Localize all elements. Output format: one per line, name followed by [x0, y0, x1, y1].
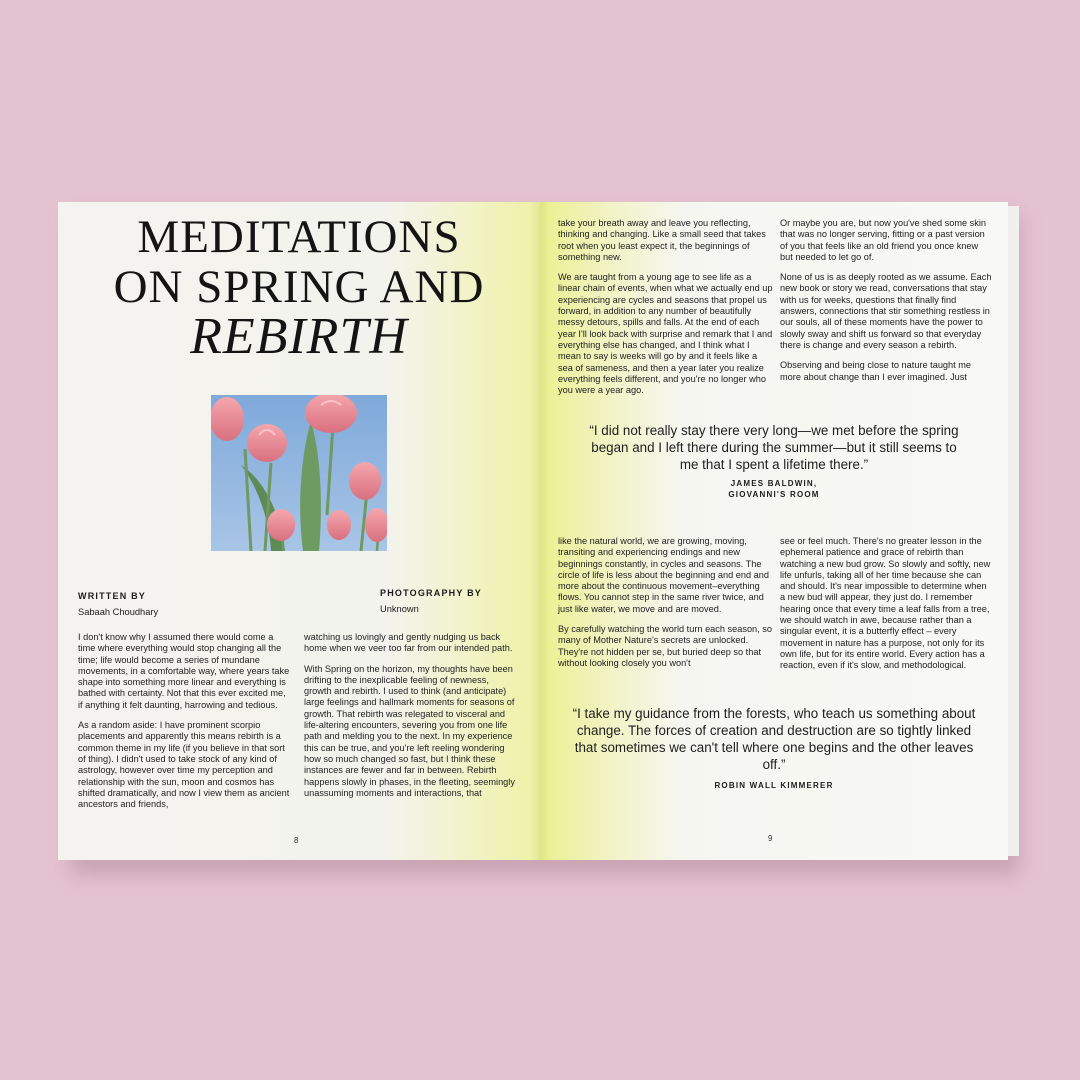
paragraph: None of us is as deeply rooted as we assume. Each new book or story we read, conversations that stay with us for weeks, questions that finally find answers, connections that stir something restless in our souls, all of these moments have the power to slowly sway and shift us forward so that everyday there is change and every season a rebirth. — [780, 272, 992, 350]
page-number-left: 8 — [294, 836, 299, 845]
paragraph: With Spring on the horizon, my thoughts have been drifting to the inexplicable feeling of newness, growth and rebirth. I used to think (and anticipate) large feelings and hallmark moments for seasons of growth. That rebirth was relegated to visceral and life-altering encounters, severing you from one life path and melding you to the next. In my experience this can be true, and you're left reeling wondering how so much changed so fast, but I think these instances are fewer and far in between. Rebirth happens slowly in phases, in the fleeting, seemingly unassuming moments and interactions, that — [304, 663, 515, 798]
right-page — [540, 202, 1008, 860]
page-number-right: 9 — [768, 834, 773, 843]
right-top-column-2 — [780, 218, 992, 392]
paragraph: see or feel much. There's no greater lesson in the ephemeral patience and grace of rebirth than watching a new bud grow. So slowly and softly, new life unfurls, taking all of her time because she can and should. It's near impossible to determine when a new bud will appear, they just do. I remember hearing once that every time a leaf falls from a tree, we should watch in awe, because rather than a singular event, it is a butterfly effect – every movement in nature has a purpose, not only for its own life, but for its entire world. Every action has a reaction, even if it's slow, and methodological. — [780, 536, 991, 671]
paragraph: Observing and being close to nature taught me more about change than I ever imagined. Just — [780, 360, 972, 382]
left-page — [58, 202, 540, 860]
pull-quote-baldwin: “I did not really stay there very long—we met before the spring began and I left there during the summer—but it still seems to me that I spent a lifetime there.” — [589, 423, 959, 472]
quote-attribution-kimmerer: ROBIN WALL KIMMERER — [714, 781, 834, 790]
pull-quote-kimmerer: “I take my guidance from the forests, who teach us something about change. The forces of creation and destruction are so tightly linked that sometimes we can't tell where one begins and the other leaves off.” — [572, 706, 976, 772]
paragraph: watching us lovingly and gently nudging us back home when we veer too far from our intended path. — [304, 632, 513, 654]
left-column-1 — [78, 632, 290, 819]
written-by-credit — [78, 591, 158, 617]
photographer-name: Unknown — [380, 604, 419, 614]
title-line-1: MEDITATIONS — [137, 211, 461, 263]
author-name: Sabaah Choudhary — [78, 607, 159, 617]
tulip-photo — [211, 395, 387, 551]
paragraph: I don't know why I assumed there would come a time where everything would stop changing all the time; life would become a series of mundane movements, in a comfortable way, where years take shape into something more linear and everything is bathed with certainty. Not that this ever excited me, if anything it felt daunting, harrowing and tedious. — [78, 632, 290, 710]
left-column-2 — [304, 632, 516, 808]
paragraph: like the natural world, we are growing, moving, transiting and experiencing endings and new beginnings constantly, in cycles and seasons. The circle of life is less about the beginning and end and more about the continuous movement–everything flows. You cannot step in the same river twice, and just like water, we move and are moved. — [558, 536, 769, 614]
paragraph: We are taught from a young age to see life as a linear chain of events, when what we actually end up experiencing are cycles and seasons that propel us forward, in addition to any number of beautifully messy detours, spills and falls. At the end of each year I'll look back with surprise and remark that I and everything else has changed, and I think what I mean to say is weeks will go by and it feels like a sea of sameness, and then a year later you realize everything feels different, and you're no longer who you were a year ago. — [558, 272, 773, 396]
photography-by-label: PHOTOGRAPHY BY — [380, 588, 482, 598]
right-mid-column-1 — [558, 536, 774, 678]
right-top-column-1 — [558, 218, 774, 405]
article-title — [58, 211, 540, 365]
title-line-3: REBIRTH — [190, 308, 408, 365]
right-mid-column-2 — [780, 536, 992, 681]
paragraph: By carefully watching the world turn each season, so many of Mother Nature's secrets are unlocked. They're not hidden per se, but buried deep so that without looking closely you won't — [558, 624, 772, 668]
attribution-author: JAMES BALDWIN, — [730, 479, 818, 488]
written-by-label: WRITTEN BY — [78, 591, 146, 601]
photography-credit — [380, 588, 482, 614]
attribution-source: GIOVANNI'S ROOM — [728, 490, 820, 499]
title-line-2: ON SPRING AND — [113, 261, 485, 313]
paragraph: As a random aside: I have prominent scorpio placements and apparently this means rebirth is a common theme in my life (if you believe in that sort of thing). I didn't used to take stock of any kind of astrology, however over time my perception and relationship with the sun, moon and cosmos has shifted dramatically, and now I view them as ancient ancestors and friends, — [78, 720, 290, 810]
paragraph: Or maybe you are, but now you've shed some skin that was no longer serving, fitting or a past version of you that feels like an old friend you once knew but needed to let go of. — [780, 218, 987, 262]
quote-attribution-baldwin — [584, 478, 964, 500]
paragraph: take your breath away and leave you reflecting, thinking and changing. Like a small seed that takes root when you least expect it, the beginnings of something new. — [558, 218, 766, 262]
tulip-illustration — [211, 395, 387, 551]
